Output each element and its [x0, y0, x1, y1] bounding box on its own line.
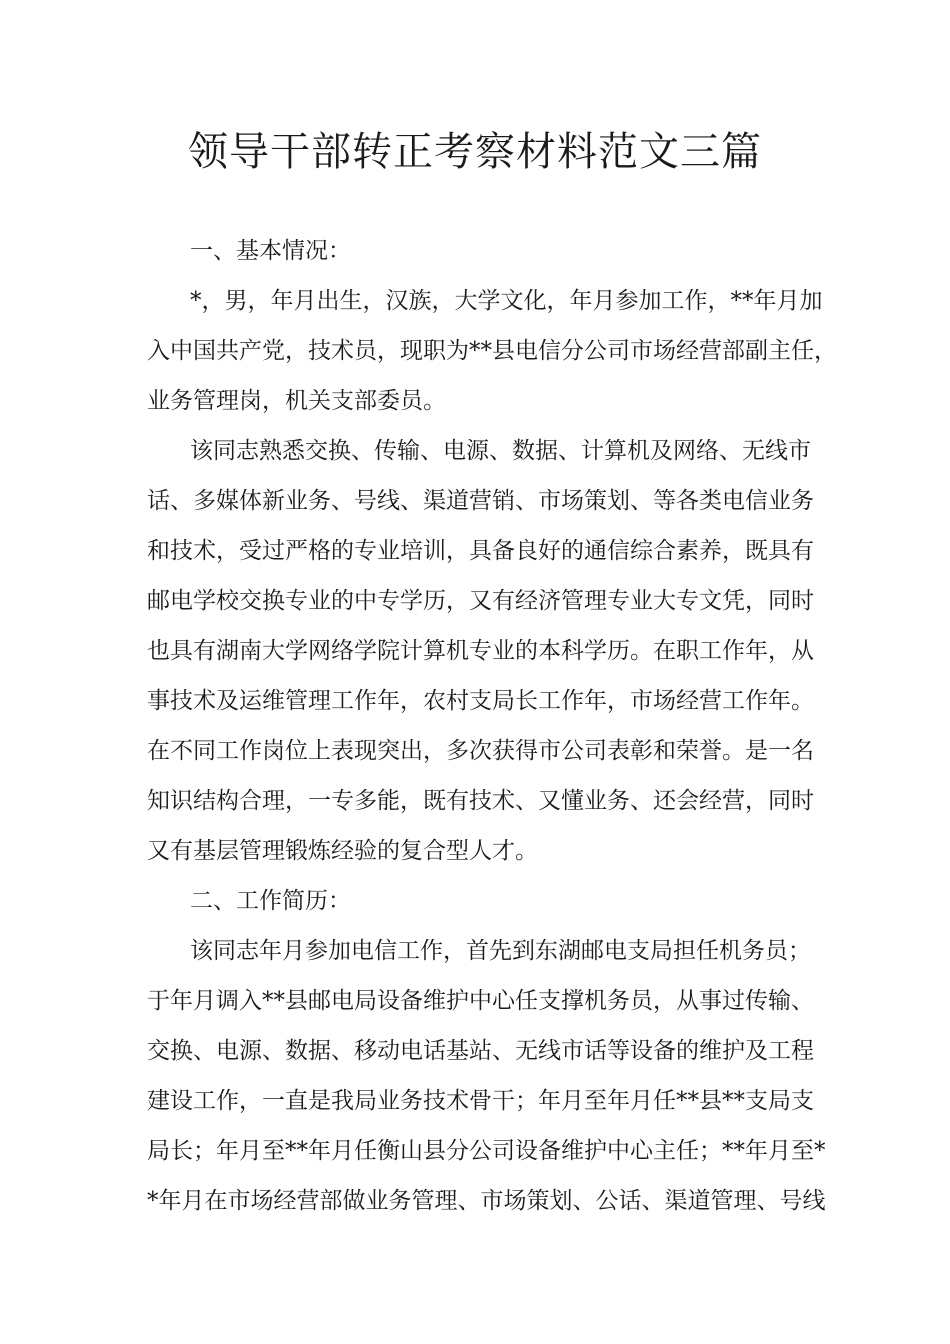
paragraph-line: 该同志熟悉交换、传输、电源、数据、计算机及网络、无线市	[190, 438, 811, 464]
paragraph-line: 于年月调入**县邮电局设备维护中心任支撑机务员，从事过传输、	[147, 988, 814, 1014]
paragraph-line: 事技术及运维管理工作年，农村支局长工作年，市场经营工作年。	[147, 688, 814, 714]
paragraph-line: 业务管理岗，机关支部委员。	[147, 388, 446, 414]
paragraph-line: 在不同工作岗位上表现突出，多次获得市公司表彰和荣誉。是一名	[147, 738, 814, 764]
section-heading-basic-info: 一、基本情况：	[190, 238, 351, 264]
paragraph-line: 局长；年月至**年月任衡山县分公司设备维护中心主任；**年月至*	[147, 1138, 826, 1164]
paragraph-line: 和技术，受过严格的专业培训，具备良好的通信综合素养，既具有	[147, 538, 814, 564]
paragraph-line: 知识结构合理，一专多能，既有技术、又懂业务、还会经营，同时	[147, 788, 814, 814]
paragraph-line: 入中国共产党，技术员，现职为**县电信分公司市场经营部副主任，	[147, 338, 837, 364]
paragraph-line: *，男，年月出生，汉族，大学文化，年月参加工作，**年月加	[190, 288, 823, 314]
paragraph-line: 建设工作，一直是我局业务技术骨干；年月至年月任**县**支局支	[147, 1088, 814, 1114]
paragraph-line: 交换、电源、数据、移动电话基站、无线市话等设备的维护及工程	[147, 1038, 814, 1064]
paragraph-line: 又有基层管理锻炼经验的复合型人才。	[147, 838, 538, 864]
paragraph-line: 邮电学校交换专业的中专学历，又有经济管理专业大专文凭，同时	[147, 588, 814, 614]
section-heading-work-history: 二、工作简历：	[190, 888, 351, 914]
paragraph-line: 该同志年月参加电信工作，首先到东湖邮电支局担任机务员；	[190, 938, 811, 964]
document-title: 领导干部转正考察材料范文三篇	[188, 129, 762, 175]
paragraph-line: 也具有湖南大学网络学院计算机专业的本科学历。在职工作年，从	[147, 638, 814, 664]
paragraph-line: 话、多媒体新业务、号线、渠道营销、市场策划、等各类电信业务	[147, 488, 814, 514]
paragraph-line: *年月在市场经营部做业务管理、市场策划、公话、渠道管理、号线	[147, 1188, 826, 1214]
